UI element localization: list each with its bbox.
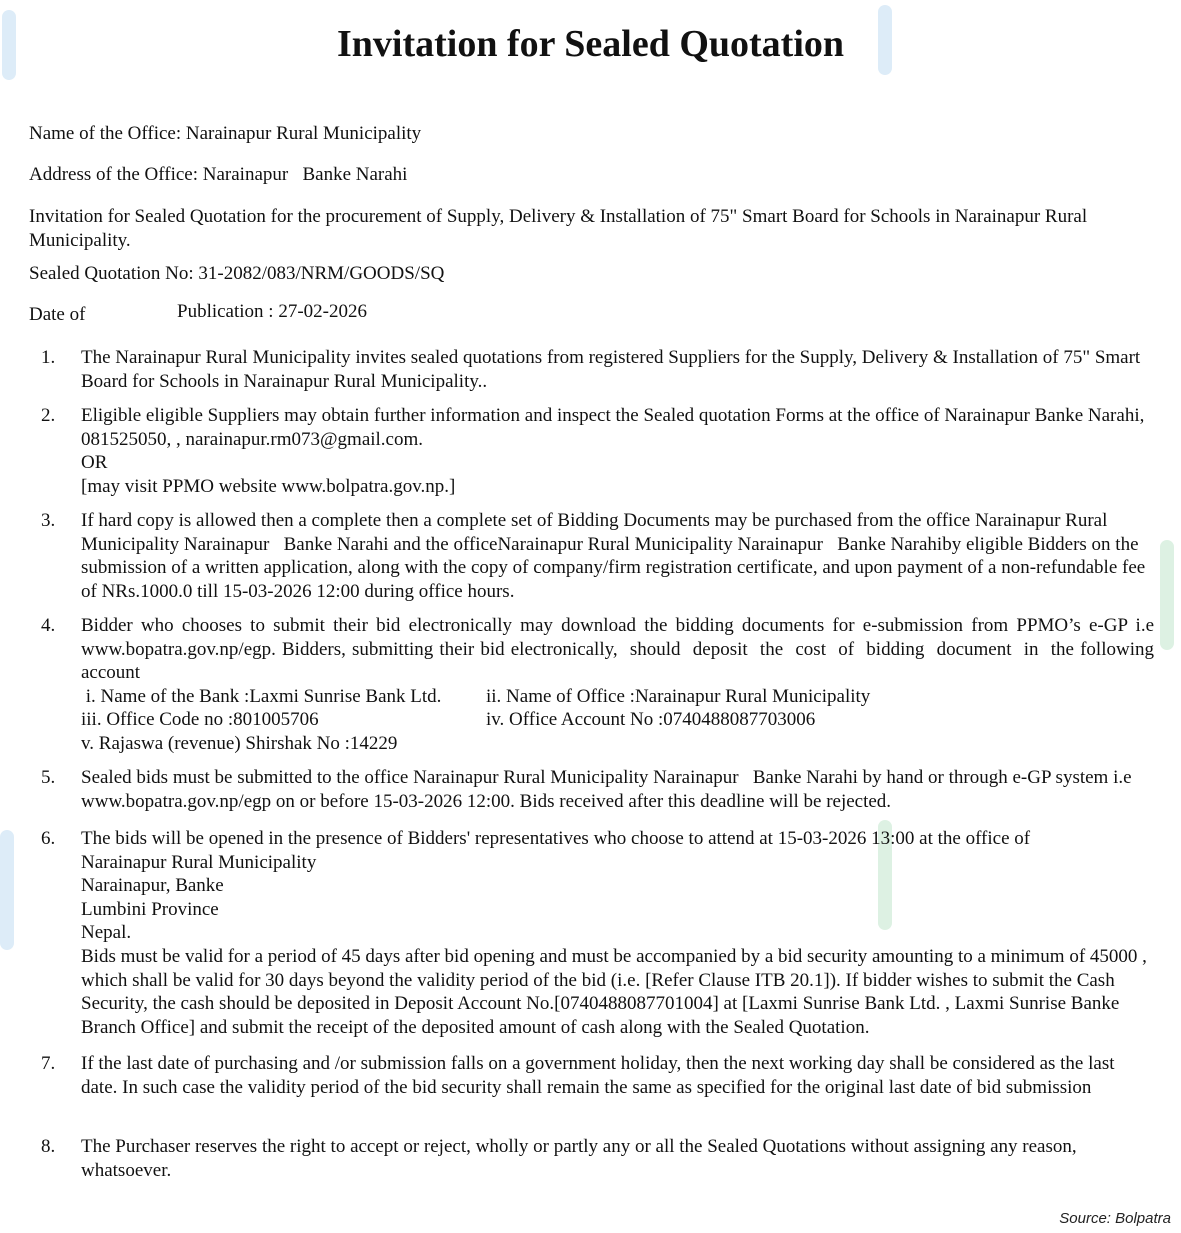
list-item (29, 509, 1154, 603)
list-item-number: 5. (41, 767, 56, 788)
list-item-text: Nepal. (81, 922, 132, 944)
list-item-number: 1. (41, 347, 56, 368)
decorative-stripe (1160, 540, 1174, 650)
list-item-text: Narainapur Rural Municipality (81, 851, 317, 873)
list-item-text: Sealed bids must be submitted to the office Narainapur Rural Municipality Narainapur Banke Narahi by hand or through e-GP system i.e www.bopatra.gov.np/egp on or before 15-03-2026 12:00. Bids received after this deadline will be rejected. (81, 767, 1137, 812)
list-item (29, 346, 1154, 393)
list-item-number: 4. (41, 615, 56, 636)
office-name-account: ii. Name of Office :Narainapur Rural Municipality (486, 685, 871, 707)
list-item (29, 1052, 1154, 1099)
list-item-number: 2. (41, 405, 56, 426)
page-title: Invitation for Sealed Quotation (336, 23, 845, 65)
bank-name: i. Name of the Bank :Laxmi Sunrise Bank Ltd. (81, 685, 442, 707)
office-account-number: iv. Office Account No :0740488087703006 (486, 709, 816, 731)
list-item (29, 1135, 1154, 1182)
list-item (29, 766, 1154, 813)
list-item-text: The Narainapur Rural Municipality invites sealed quotations from registered Suppliers for the Supply, Delivery & Installation of 75" Smart Board for Schools in Narainapur Rural Municipality.. (81, 347, 1145, 392)
list-item-number: 3. (41, 510, 56, 531)
list-item (29, 404, 1154, 498)
list-item (29, 614, 1159, 756)
date-label: Date of (29, 304, 86, 325)
office-name: Name of the Office: Narainapur Rural Municipality (29, 123, 422, 144)
list-item-text: OR (81, 452, 108, 474)
list-item-text: The bids will be opened in the presence of Bidders' representatives who choose to attend at 15-03-2026 13:00 at the office of (81, 828, 1031, 849)
list-item-text: Bids must be valid for a period of 45 days after bid opening and must be accompanied by a bid security amounting to a minimum of 45000 , which shall be valid for 30 days beyond the validity period of the bid (i.e. [Refer Clause ITB 20.1]). If bidder wishes to submit the Cash Security, the cash should be deposited in Deposit Account No.[0740488087701004] at [Laxmi Sunrise Bank Ltd. , Laxmi Sunrise Banke Branch Office] and submit the receipt of the deposited amount of cash along with the Sealed Quotation. (81, 945, 1152, 1038)
source-credit: Source: Bolpatra (1059, 1210, 1171, 1227)
office-code: iii. Office Code no :801005706 (81, 709, 319, 731)
invitation-statement: Invitation for Sealed Quotation for the procurement of Supply, Delivery & Installation of 75" Smart Board for Schools in Narainapur Rural Municipality. (29, 206, 1092, 251)
quotation-number: Sealed Quotation No: 31-2082/083/NRM/GOODS/SQ (29, 263, 445, 284)
list-item-text: If hard copy is allowed then a complete then a complete set of Bidding Documents may be purchased from the office Narainapur Rural Municipality Narainapur Banke Narahi and the officeNarainapur Rural Municipality Narainapur Banke Narahiby eligible Bidders on the submission of a written application, along with the copy of company/firm registration certificate, and upon payment of a non-refundable fee of NRs.1000.0 till 15-03-2026 12:00 during office hours. (81, 510, 1150, 602)
list-item-text: The Purchaser reserves the right to accept or reject, wholly or partly any or all the Sealed Quotations without assigning any reason, whatsoever. (81, 1136, 1082, 1181)
publication-date: Publication : 27-02-2026 (177, 301, 367, 322)
list-item (29, 827, 1154, 1039)
list-item-text: Eligible eligible Suppliers may obtain further information and inspect the Sealed quotation Forms at the office of Narainapur Banke Narahi, 081525050, , narainapur.rm073@gmail.com. (81, 405, 1150, 450)
list-item-number: 7. (41, 1053, 56, 1074)
list-item-text: [may visit PPMO website www.bolpatra.gov.np.] (81, 475, 456, 497)
office-address: Address of the Office: Narainapur Banke Narahi (29, 164, 408, 185)
list-item-text: Bidder who chooses to submit their bid electronically may download the bidding documents for e-submission from PPMO’s e-GP i.e www.bopatra.gov.np/egp. Bidders, submitting their bid electronically, should deposit the cost of bidding document in the following account (81, 615, 1159, 684)
revenue-heading-number: v. Rajaswa (revenue) Shirshak No :14229 (81, 732, 398, 754)
list-item-text: If the last date of purchasing and /or submission falls on a government holiday, then the next working day shall be considered as the last date. In such case the validity period of the bid security shall remain the same as specified for the original last date of bid submission (81, 1053, 1120, 1098)
list-item-text: Lumbini Province (81, 898, 219, 920)
list-item-number: 8. (41, 1136, 56, 1157)
decorative-stripe (0, 830, 14, 950)
list-item-text: Narainapur, Banke (81, 875, 224, 897)
account-row (81, 708, 1154, 732)
account-row (81, 685, 1154, 709)
list-item-number: 6. (41, 828, 56, 849)
